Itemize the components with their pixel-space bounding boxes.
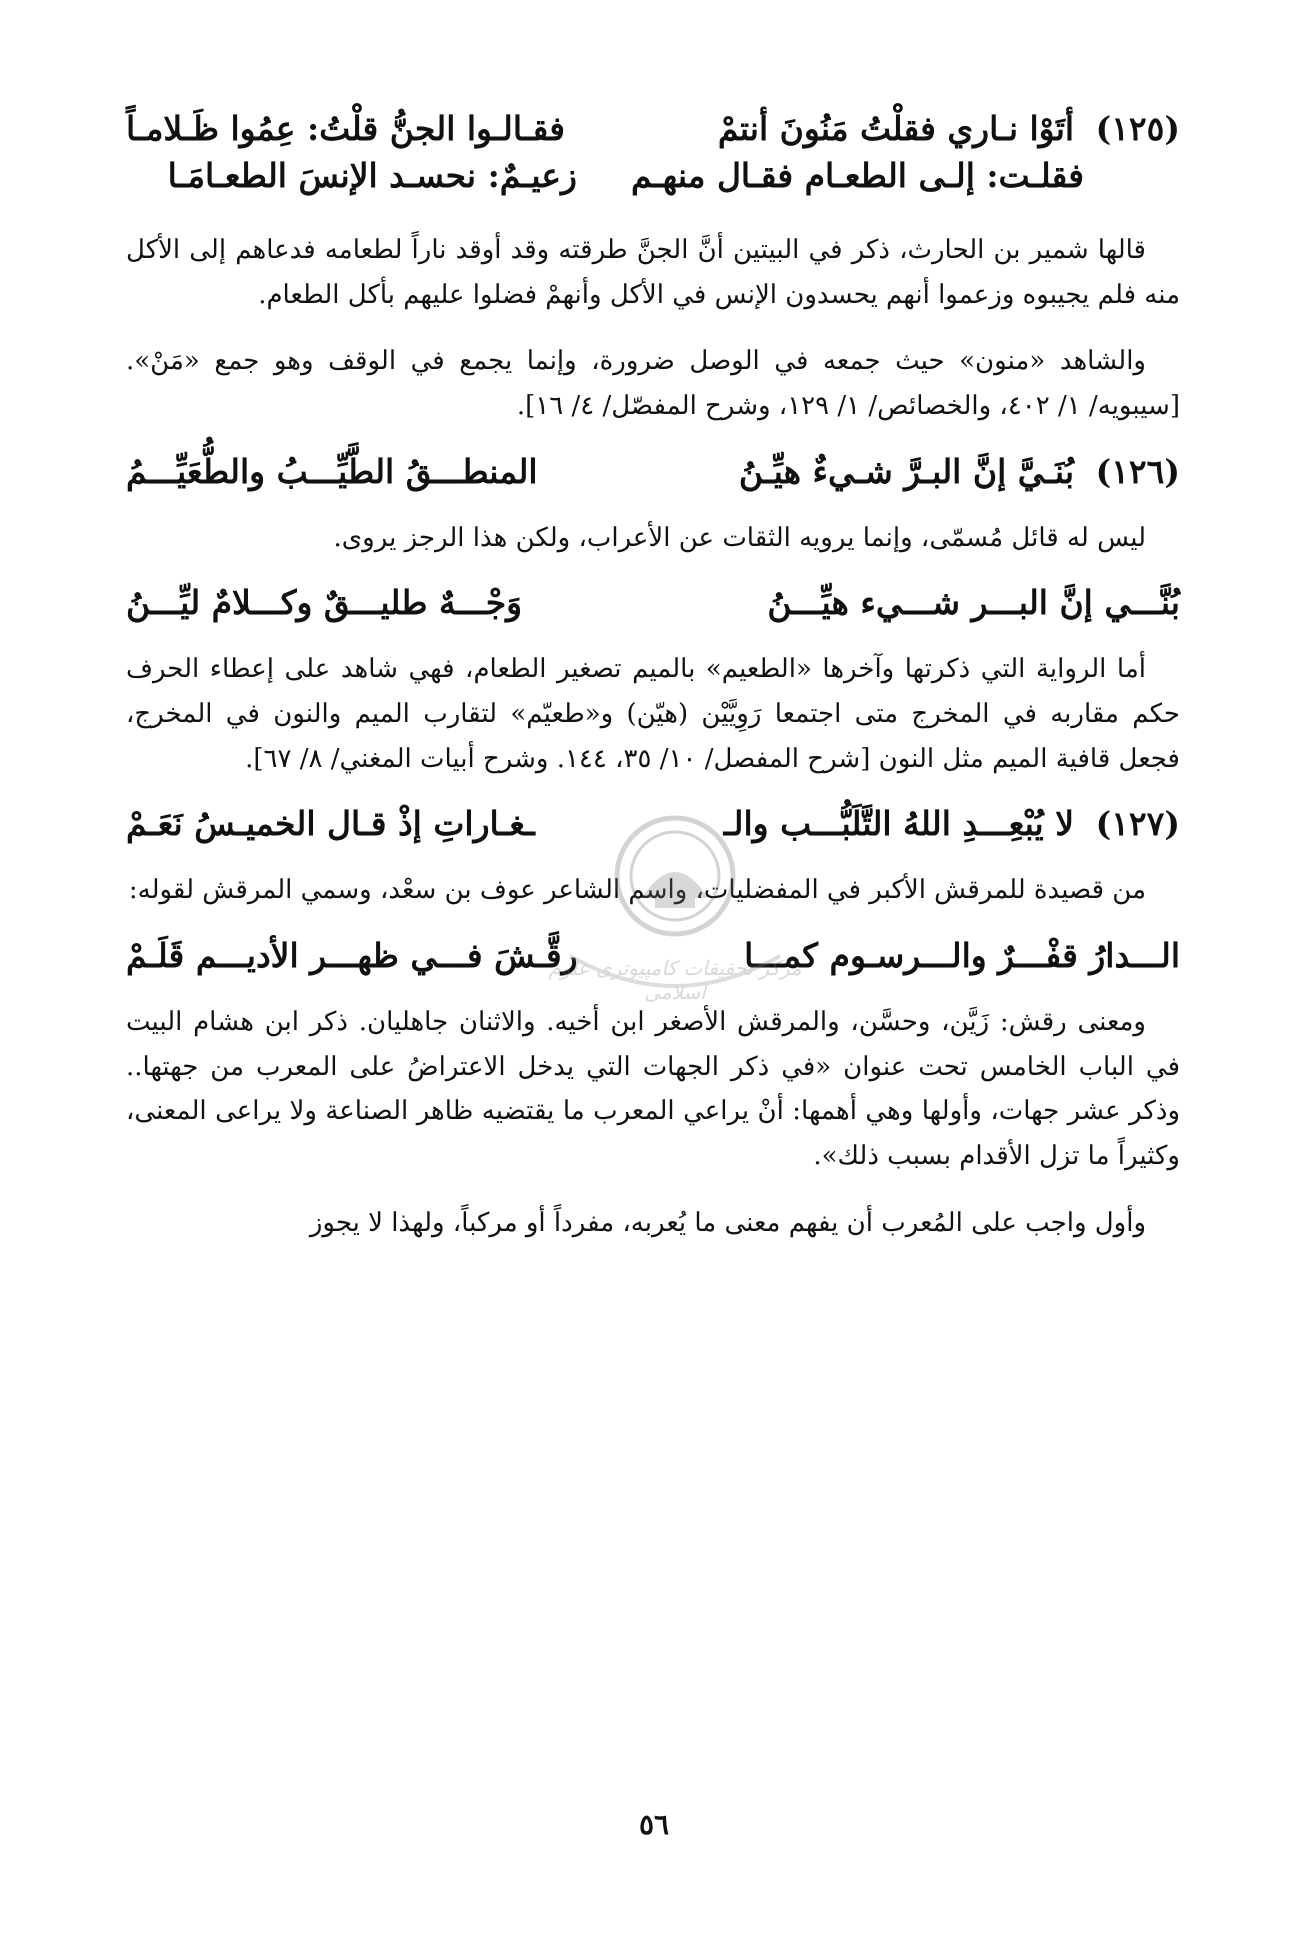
commentary-paragraph: أما الرواية التي ذكرتها وآخرها «الطعيم» بالميم تصغير الطعام، فهي شاهد على إعطاء الحرف حكم مقاربه في المخرج متى اجتمعا رَوِيَّيْن (هيّن) و«طعيّم» لتقارب الميم والنون في المخرج، فجعل قافية الميم مثل النون [شرح المفصل/ ١٠/ ٣٥، ١٤٤. وشرح أبيات المغني/ ٨/ ٦٧].	[126, 654, 1180, 774]
verse-number: (١٢٥)	[1095, 109, 1180, 148]
verse-126	[126, 451, 1180, 494]
page-number: ٥٦	[638, 1808, 670, 1841]
verse-number: (١٢٦)	[1095, 451, 1180, 491]
watermark-text: مرکز تحقیقات کامپیوتری علوم اسلامی	[548, 956, 802, 1004]
verse-text: لا يُبْعِـــدِ اللهُ التَّلَبُّـــب والـ	[723, 804, 1075, 844]
verse-125-second-hemistich: فقـالـوا الجنُّ قلْتُ: عِمُوا ظَـلامـاً	[126, 109, 566, 148]
verse-127-quote-second-hemistich: رقَّـشَ فـــي ظهـــر الأديـــم قَلَـمْ	[126, 935, 578, 975]
verse-126-first-hemistich	[739, 451, 1180, 494]
verse-126-variant-second-hemistich: وَجْـــهٌ طليـــقٌ وكـــلامٌ ليِّـــنُ	[126, 583, 523, 623]
watermark-seal	[530, 806, 820, 1036]
verse-127-quote-first-hemistich: الـــدارُ قفْـــرٌ والـــرسـوم كمـــا	[744, 935, 1180, 975]
verse-125-line-2	[126, 155, 1180, 198]
commentary-paragraph: وأول واجب على المُعرب أن يفهم معنى ما يُعربه، مفرداً أو مركباً، ولهذا لا يجوز	[309, 1207, 1146, 1238]
verse-125-fourth-hemistich: زعيـمٌ: نحسـد الإنسَ الطعـامَـا	[167, 155, 577, 195]
commentary-paragraph: والشاهد «منون» حيث جمعه في الوصل ضرورة، وإنما يجمع في الوقف وهو جمع «مَنْ». [سيبويه/ ١/ ٤٠٢، والخصائص/ ١/ ١٢٩، وشرح المفصّل/ ٤/ ١٦].	[126, 346, 1180, 421]
verse-126-variant-first-hemistich: بُنَّـــي إنَّ البـــر شـــيء هيِّـــنُ	[767, 583, 1180, 623]
verse-text: بُنَـيَّ إنَّ البـرَّ شـيءٌ هيِّـنُ	[738, 451, 1075, 491]
commentary-paragraph: ومعنى رقش: زَيَّن، وحسَّن، والمرقش الأصغر ابن أخيه. والاثنان جاهليان. ذكر ابن هشام البيت في الباب الخامس تحت عنوان «في ذكر الجهات التي يدخل الاعتراضُ على المعرب من جهتها.. وذكر عشر جهات، وأولها وهي أهمها: أنْ يراعي المعرب ما يقتضيه ظاهر الصناعة ولا يراعى المعنى، وكثيراً ما تزل الأقدام بسبب ذلك».	[126, 1006, 1180, 1171]
commentary-paragraph: من قصيدة للمرقش الأكبر في المفضليات، واسم الشاعر عوف بن سعْد، وسمي المرقش لقوله:	[128, 875, 1146, 906]
commentary-paragraph: ليس له قائل مُسمّى، وإنما يرويه الثقات عن الأعراب، ولكن هذا الرجز يروى.	[333, 522, 1146, 553]
verse-126-second-hemistich: المنطـــقُ الطَّيِّـــبُ والطُّعَيِّـــمُ	[126, 451, 538, 491]
verse-125-first-hemistich	[718, 108, 1180, 151]
verse-number: (١٢٧)	[1095, 804, 1180, 844]
verse-125-line-1	[126, 108, 1180, 151]
verse-126-variant	[126, 582, 1180, 625]
verse-text: أتَوْا نـاري فقلْتُ مَنُونَ أنتمْ	[717, 109, 1075, 148]
commentary-paragraph: قالها شمير بن الحارث، ذكر في البيتين أنَّ الجنَّ طرقته وقد أوقد ناراً لطعامه فدعاهم إلى الأكل منه فلم يجيبوه وزعموا أنهم يحسدون الإنس في الأكل وأنهمْ فضلوا عليهم بأكل الطعام.	[126, 234, 1180, 310]
verse-127-second-hemistich: ـغـاراتِ إذْ قـال الخميـسُ نَعَـمْ	[126, 804, 535, 844]
verse-125-third-hemistich: فقلـت: إلـى الطعـام فقـال منهـم	[630, 155, 1084, 195]
